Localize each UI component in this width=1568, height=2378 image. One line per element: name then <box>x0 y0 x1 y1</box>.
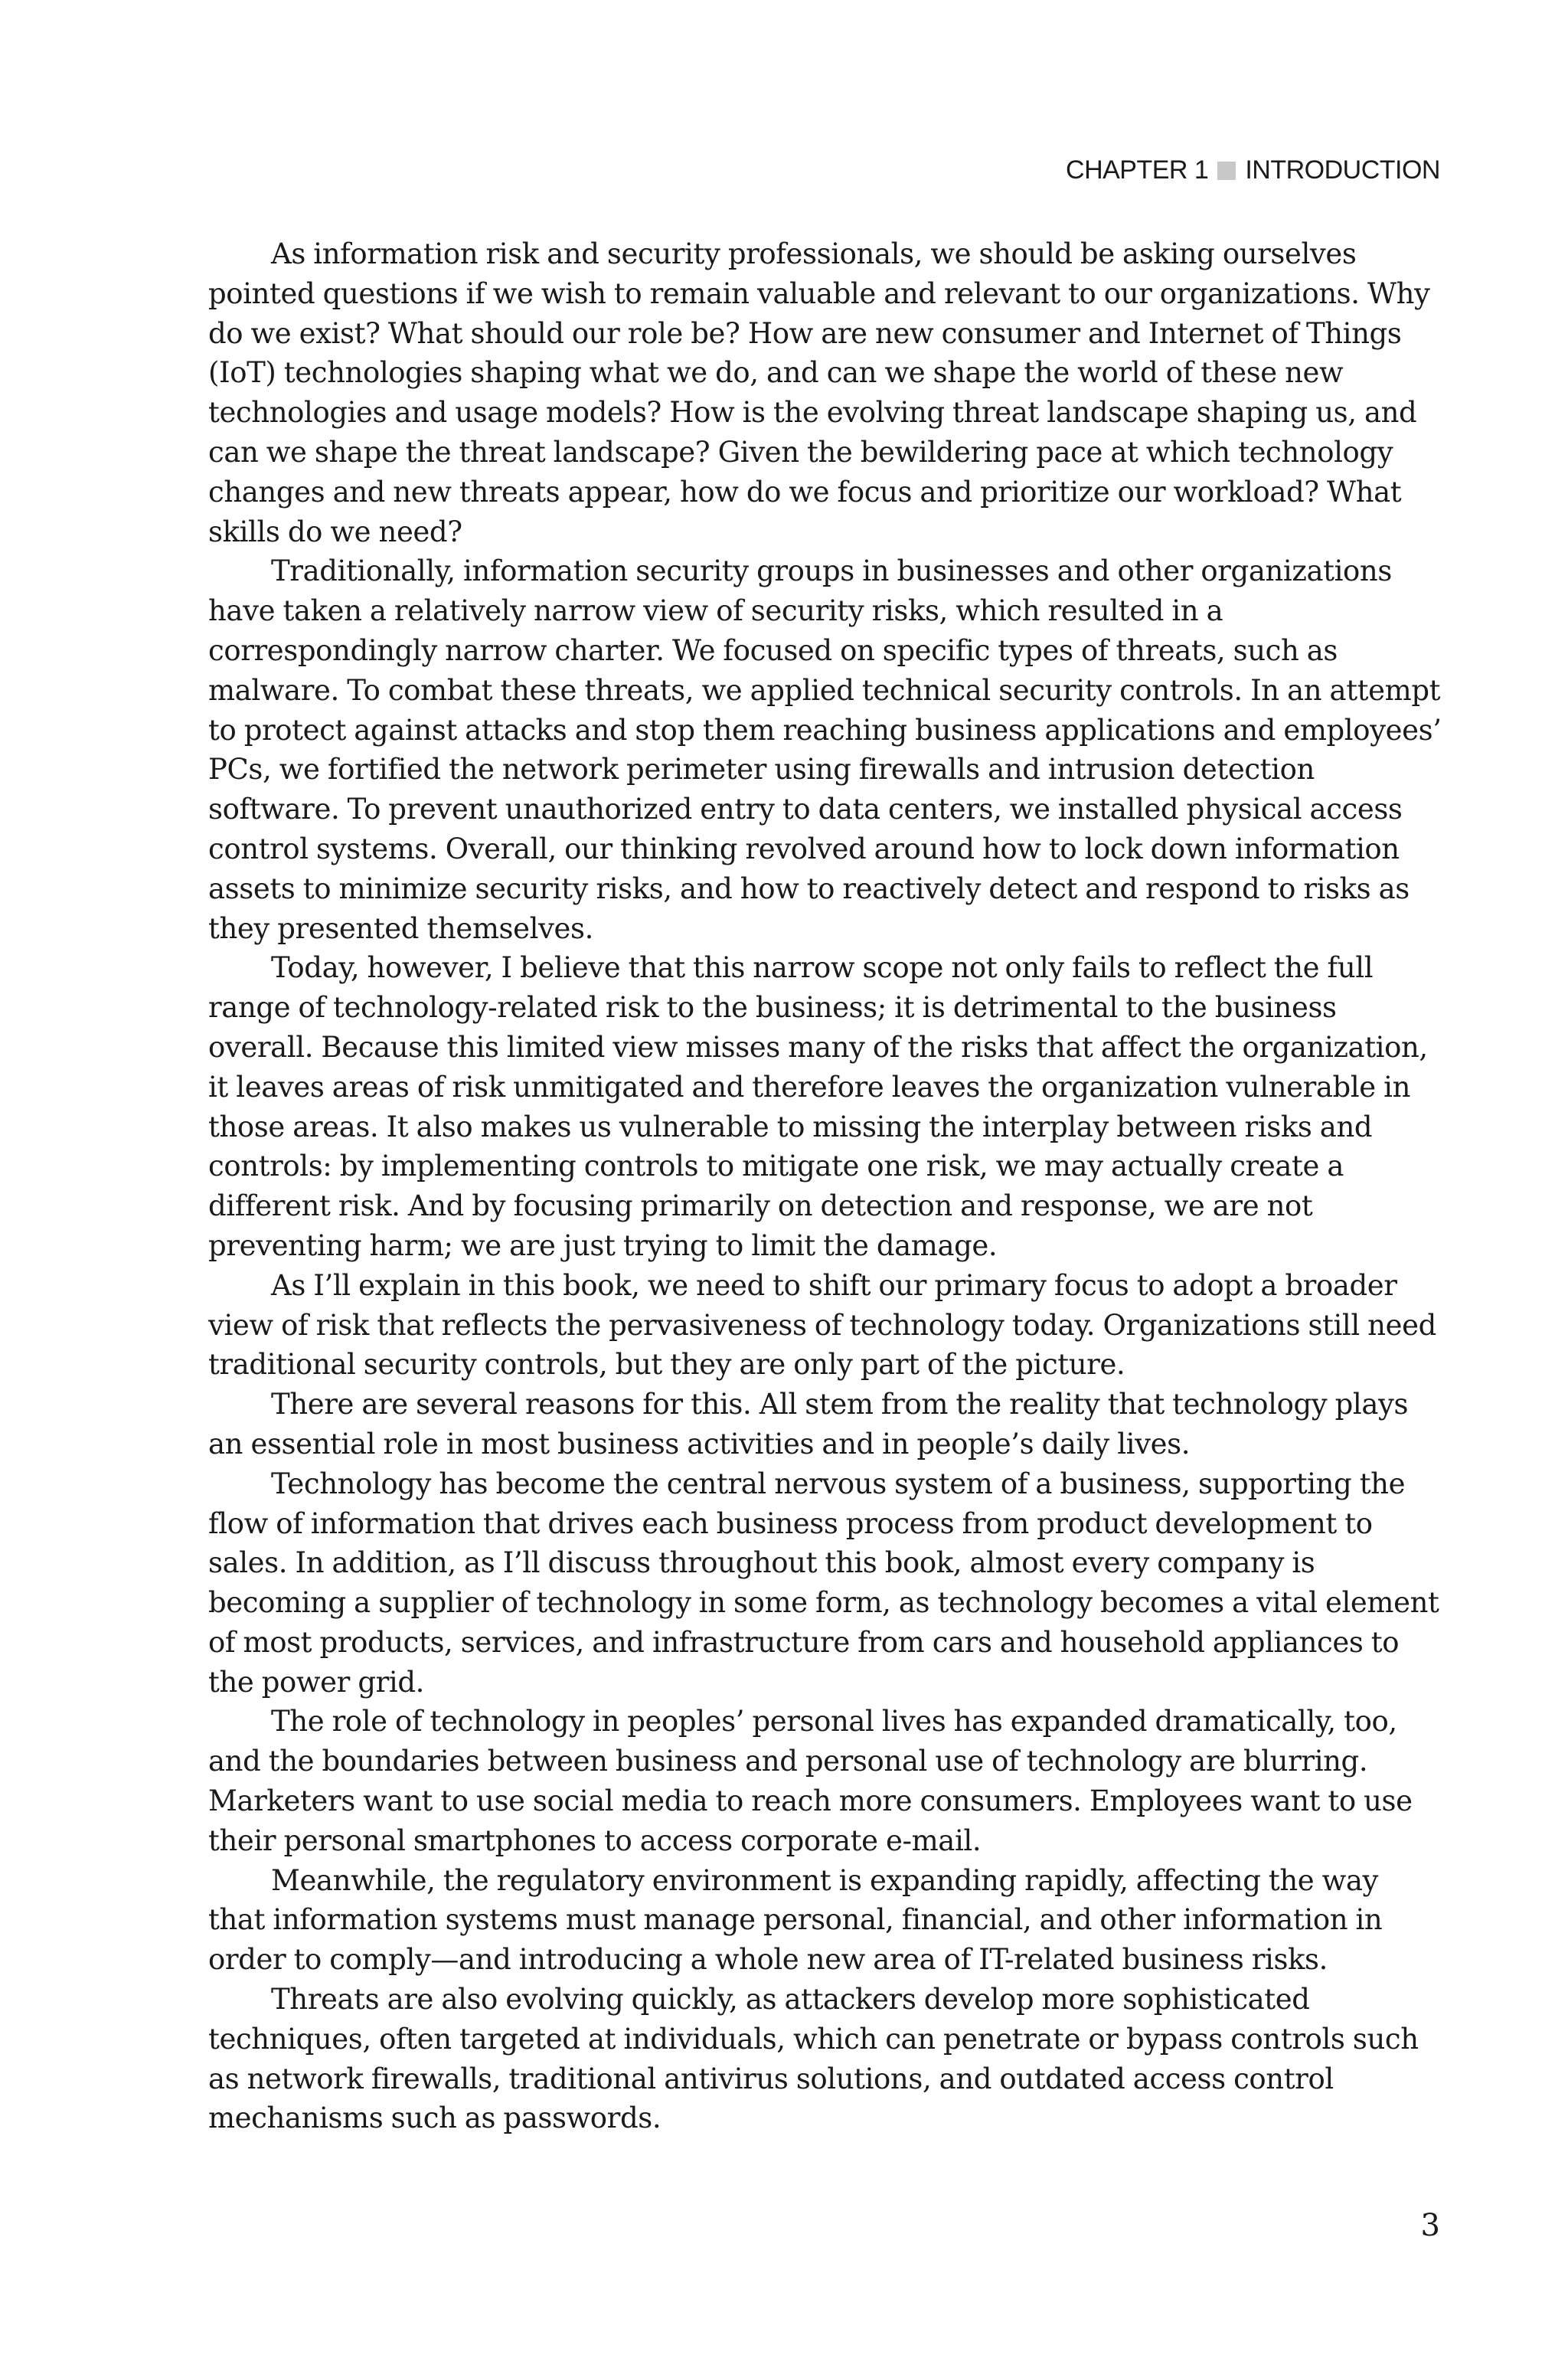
paragraph: There are several reasons for this. All stem from the reality that technology plays an essential role in most business activities and in people’s daily lives. <box>208 1388 1409 1460</box>
page-number: 3 <box>1420 2208 1440 2243</box>
body-text <box>208 234 1442 2138</box>
running-header <box>1066 155 1440 185</box>
chapter-title: INTRODUCTION <box>1245 155 1440 185</box>
paragraph: As I’ll explain in this book, we need to shift our primary focus to adopt a broader view of risk that reflects the pervasiveness of technology today. Organizations still need traditional security controls, but they are only part of the picture. <box>208 1268 1436 1382</box>
paragraph: Meanwhile, the regulatory environment is expanding rapidly, affecting the way that information systems must manage personal, financial, and other information in order to comply—and introducing a whole new area of IT-related business risks. <box>208 1863 1383 1977</box>
paragraph: As information risk and security professionals, we should be asking ourselves pointed questions if we wish to remain valuable and relevant to our organizations. Why do we exist? What should our role be? How are new consumer and Internet of Things (IoT) technologies shaping what we do, and can we shape the world of these new technologies and usage models? How is the evolving threat landscape shaping us, and can we shape the threat landscape? Given the bewildering pace at which technology changes and new threats appear, how do we focus and prioritize our workload? What skills do we need? <box>208 237 1430 548</box>
paragraph: Threats are also evolving quickly, as attackers develop more sophisticated techniques, often targeted at individuals, which can penetrate or bypass controls such as network firewalls, traditional antivirus solutions, and outdated access control mechanisms such as passwords. <box>208 1983 1419 2135</box>
paragraph: Traditionally, information security groups in businesses and other organizations have taken a relatively narrow view of security risks, which resulted in a correspondingly narrow charter. We focused on specific types of threats, such as malware. To combat these threats, we applied technical security controls. In an attempt to protect against attacks and stop them reaching business applications and employees’ PCs, we fortified the network perimeter using firewalls and intrusion detection software. To prevent unauthorized entry to data centers, we installed physical access control systems. Overall, our thinking revolved around how to lock down information assets to minimize security risks, and how to reactively detect and respond to risks as they presented themselves. <box>208 554 1442 945</box>
separator-square-icon <box>1217 162 1236 180</box>
paragraph: Technology has become the central nervous system of a business, supporting the flow of information that drives each business process from product development to sales. In addition, as I’ll discuss throughout this book, almost every company is becoming a supplier of technology in some form, as technology becomes a vital element of most products, services, and infrastructure from cars and household appliances to the power grid. <box>208 1467 1439 1699</box>
chapter-label: CHAPTER 1 <box>1066 155 1209 185</box>
paragraph: The role of technology in peoples’ personal lives has expanded dramatically, too, and the boundaries between business and personal use of technology are blurring. Marketers want to use social media to reach more consumers. Employees want to use their personal smartphones to access corporate e-mail. <box>208 1705 1413 1857</box>
paragraph: Today, however, I believe that this narrow scope not only fails to reflect the full range of technology-related risk to the business; it is detrimental to the business overall. Because this limited view misses many of the risks that affect the organization, it leaves areas of risk unmitigated and therefore leaves the organization vulnerable in those areas. It also makes us vulnerable to missing the interplay between risks and controls: by implementing controls to mitigate one risk, we may actually create a different risk. And by focusing primarily on detection and response, we are not preventing harm; we are just trying to limit the damage. <box>208 951 1428 1262</box>
